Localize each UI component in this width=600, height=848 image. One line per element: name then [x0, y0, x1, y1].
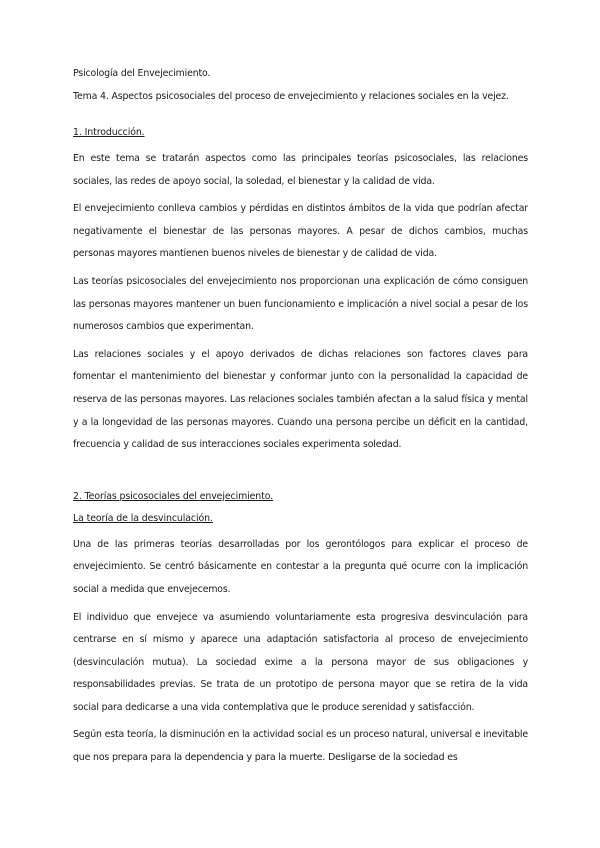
paragraph: Según esta teoría, la disminución en la actividad social es un proceso natural, universal e inevitable que nos prepara para la dependencia y para la muerte. Desligarse de la sociedad es	[73, 729, 528, 764]
document-header	[73, 62, 528, 108]
paragraph: Una de las primeras teorías desarrolladas por los gerontólogos para explicar el proceso de envejecimiento. Se centró básicamente en contestar a la pregunta qué ocurre con la implicación social a medida que envejecemos.	[73, 538, 528, 595]
paragraph: En este tema se tratarán aspectos como las principales teorías psicosociales, las relaciones sociales, las redes de apoyo social, la soledad, el bienestar y la calidad de vida.	[73, 153, 528, 187]
paragraph: Las relaciones sociales y el apoyo derivados de dichas relaciones son factores claves para fomentar el mantenimiento del bienestar y conformar junto con la personalidad la capacidad de reserva de las personas mayores. Las relaciones sociales también afectan a la salud física y mental y a la longevidad de las personas mayores. Cuando una persona percibe un déficit en la cantidad, frecuencia y calidad de sus interacciones sociales experimenta soledad.	[73, 348, 528, 451]
paragraph: El individuo que envejece va asumiendo voluntariamente esta progresiva desvinculación para centrarse en sí mismo y aparece una adaptación satisfactoria al proceso de envejecimiento (desvinculación mutua). La sociedad exime a la persona mayor de sus obligaciones y responsabilidades previas. Se trata de un prototipo de persona mayor que se retira de la vida social para dedicarse a una vida contemplativa que le produce serenidad y satisfacción.	[73, 611, 528, 713]
paragraph: El envejecimiento conlleva cambios y pérdidas en distintos ámbitos de la vida que podrían afectar negativamente el bienestar de las personas mayores. A pesar de dichos cambios, muchas personas mayores mantienen buenos niveles de bienestar y de calidad de vida.	[73, 203, 528, 260]
paragraph: Las teorías psicosociales del envejecimiento nos proporcionan una explicación de cómo consiguen las personas mayores mantener un buen funcionamiento e implicación a nivel social a pesar de los numerosos cambios que experimentan.	[73, 275, 528, 333]
topic-title: Tema 4. Aspectos psicosociales del proceso de envejecimiento y relaciones sociales en la vejez.	[73, 91, 509, 102]
section-introduction	[73, 122, 528, 457]
section-heading: 1. Introducción.	[73, 127, 145, 138]
section-heading: 2. Teorías psicosociales del envejecimiento.	[73, 490, 274, 502]
course-title: Psicología del Envejecimiento.	[73, 68, 211, 79]
subsection-heading: La teoría de la desvinculación.	[73, 512, 213, 524]
section-theories	[73, 486, 528, 770]
